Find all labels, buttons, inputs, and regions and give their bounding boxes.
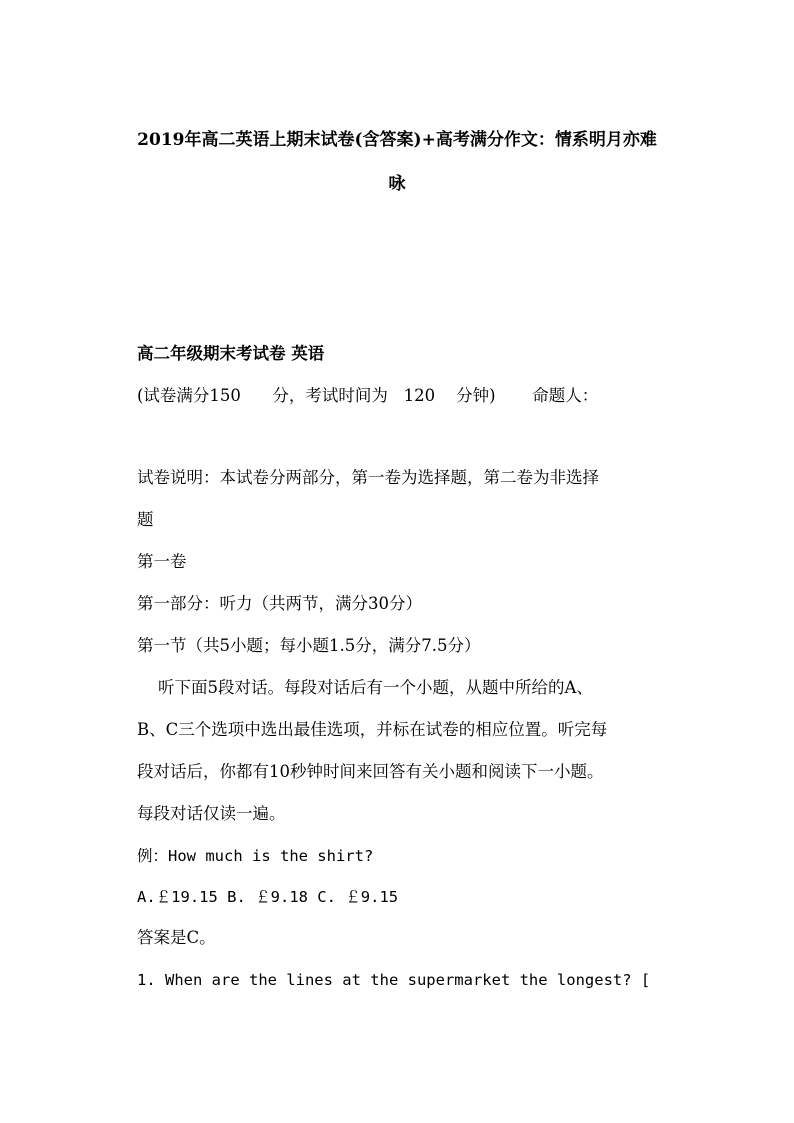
directions-line-3: 段对话后，你都有10秒钟时间来回答有关小题和阅读下一小题。 [137,762,604,781]
directions-line-1: 听下面5段对话。每段对话后有一个小题，从题中所给的A、 [137,678,593,697]
exam-heading: 高二年级期末考试卷 英语 [137,344,325,363]
example-question: 例：How much is the shirt? [137,847,374,865]
volume-one-heading: 第一卷 [137,552,187,571]
document-title [100,118,694,206]
instructions-line-1: 试卷说明：本试卷分两部分，第一卷为选择题，第二卷为非选择 [137,468,599,487]
instructions-line-2: 题 [137,510,154,529]
directions-line-4: 每段对话仅读一遍。 [137,804,286,823]
example-options: A.￡19.15 B. ￡9.18 C. ￡9.15 [137,888,399,906]
directions-line-2: B、C三个选项中选出最佳选项，并标在试卷的相应位置。听完每 [137,720,608,739]
part-one-heading: 第一部分：听力（共两节，满分30分） [137,594,422,613]
exam-info: (试卷满分150 分，考试时间为 120 分钟) 命题人： [137,386,599,405]
title-line-2: 咏 [388,174,406,194]
example-answer: 答案是C。 [137,928,216,947]
section-one-heading: 第一节（共5小题；每小题1.5分，满分7.5分） [137,636,481,655]
title-line-1: 2019年高二英语上期末试卷(含答案)+高考满分作文：情系明月亦难 [137,130,657,150]
question-1: 1. When are the lines at the supermarket the longest? [ [137,971,651,989]
